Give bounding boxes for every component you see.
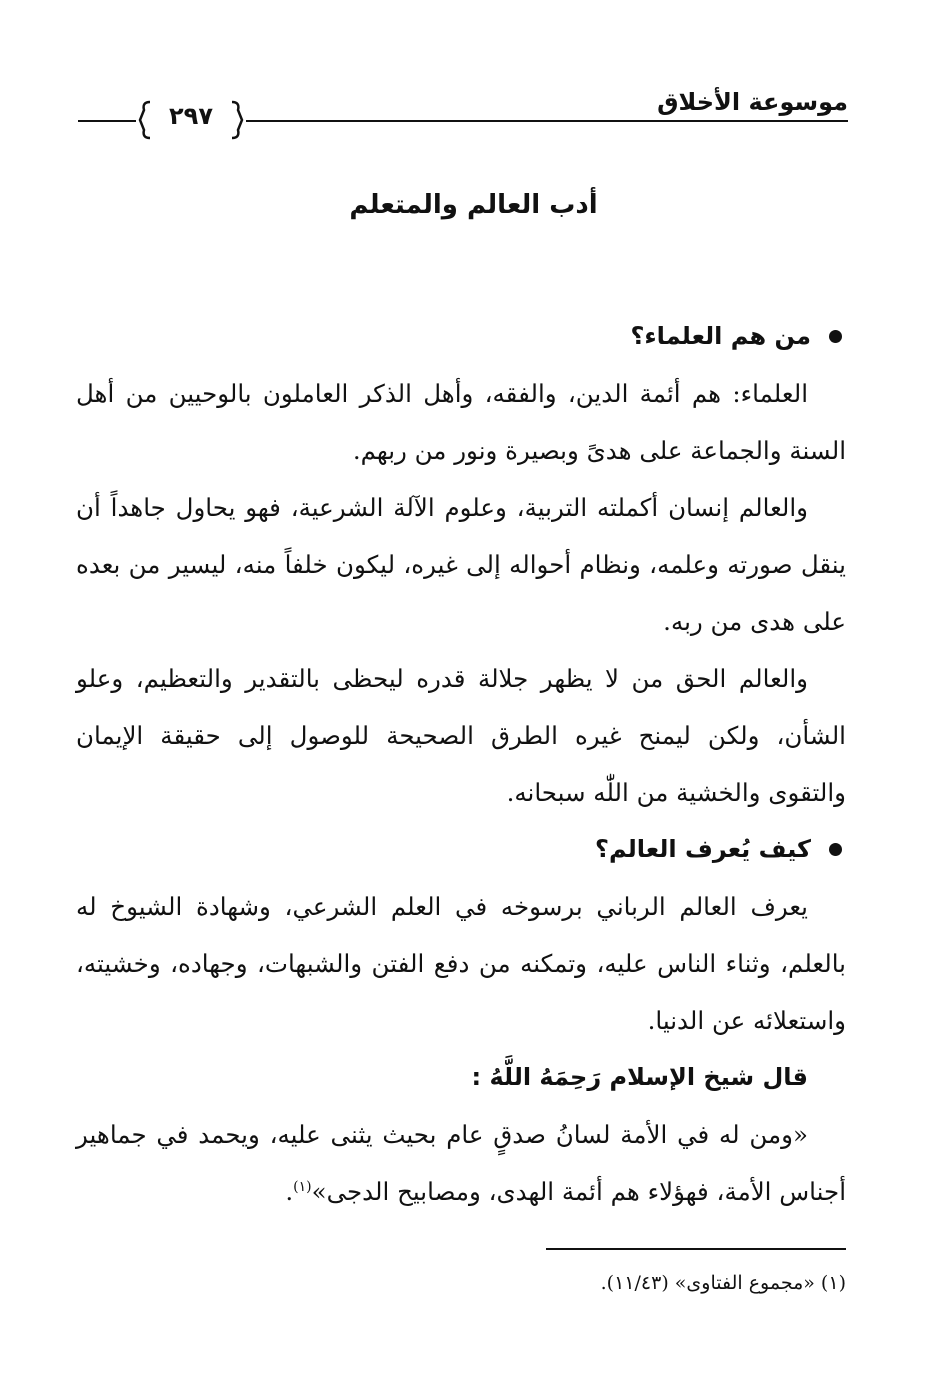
header-rule-left (78, 120, 136, 122)
section-heading (76, 821, 846, 878)
header-rule (246, 120, 848, 122)
paragraph: والعالم الحق من لا يظهر جلالة قدره ليحظى بالتقدير والتعظيم، وعلو الشأن، ولكن ليمنح غيره الطرق الصحيحة للوصول إلى حقيقة الإيمان والتقوى والخشية من اللّٰه سبحانه. (76, 664, 846, 807)
paragraph: العلماء: هم أئمة الدين، والفقه، وأهل الذكر العاملون بالوحيين من أهل السنة والجماعة على هدىً وبصيرة ونور من ربهم. (76, 379, 846, 465)
paragraph: والعالم إنسان أكملته التربية، وعلوم الآلة الشرعية، فهو يحاول جاهداً أن ينقل صورته وعلمه، ونظام أحواله إلى غيره، ليكون خلفاً منه، ليسير من بعده على هدى من ربه. (76, 493, 846, 636)
running-title: موسوعة الأخلاق (657, 88, 848, 116)
page-number: ٢٩٧ (169, 102, 213, 130)
page-number-ornament (136, 96, 246, 144)
quote-end: . (285, 1177, 294, 1206)
footnote-rule (546, 1248, 846, 1250)
footnote-marker[interactable]: (١) (293, 1178, 312, 1195)
main-text (76, 308, 846, 1220)
chapter-title: أدب العالم والمتعلم (349, 190, 598, 220)
page-header (78, 82, 848, 132)
bullet-icon (829, 330, 842, 343)
section-heading-text: من هم العلماء؟ (630, 322, 811, 350)
section-heading-text: كيف يُعرف العالم؟ (595, 835, 811, 863)
quote-intro: قال شيخ الإسلام رَحِمَهُ اللَّهُ : (471, 1063, 808, 1091)
paragraph: يعرف العالم الرباني برسوخه في العلم الشرعي، وشهادة الشيوخ له بالعلم، وثناء الناس عليه، وتمكنه من دفع الفتن والشبهات، وجهاده، وخشيته، واستعلائه عن الدنيا. (76, 892, 846, 1035)
quote-paragraph (76, 1106, 846, 1220)
quote-text: «ومن له في الأمة لسانُ صدقٍ عام بحيث يثنى عليه، ويحمد في جماهير أجناس الأمة، فهؤلاء هم أئمة الهدى، ومصابيح الدجى» (76, 1120, 846, 1206)
section-heading (76, 308, 846, 365)
footnote: (١) «مجموع الفتاوى» (١١/٤٣). (600, 1272, 846, 1294)
bullet-icon (829, 843, 842, 856)
